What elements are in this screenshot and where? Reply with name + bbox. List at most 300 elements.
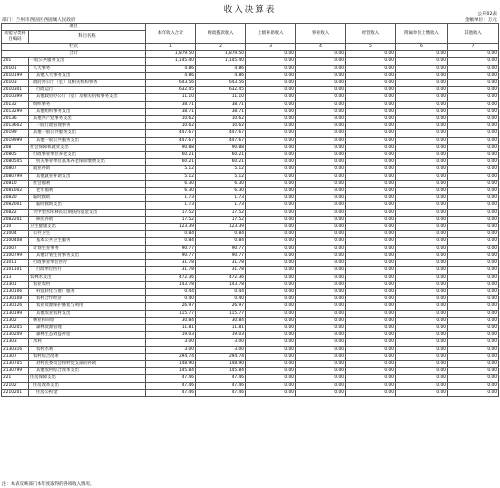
row-value: 0.00 (296, 375, 346, 382)
row-value: 0.00 (246, 231, 296, 238)
table-row (2, 80, 499, 87)
row-name: 行政事业单位养老支出 (29, 152, 146, 159)
table-row (2, 216, 499, 223)
row-name: 就业补助 (29, 166, 146, 173)
col-header-total: 本年收入合计 (146, 24, 196, 44)
row-name: 组织事务 (29, 101, 146, 108)
table-row (2, 173, 499, 180)
row-name: 住房保障支出 (29, 375, 146, 382)
total-row (2, 51, 499, 58)
row-value: 0.00 (396, 339, 448, 346)
row-value: 38.71 (196, 108, 246, 115)
row-name: 行政运行 (29, 87, 146, 94)
row-value: 26.97 (196, 303, 246, 310)
row-value: 17.52 (196, 216, 246, 223)
row-code: 2019999 (2, 137, 29, 144)
row-value: 0.00 (296, 267, 346, 274)
row-value: 0.00 (296, 346, 346, 353)
row-value: 0.00 (246, 281, 296, 288)
total-value: 1,879.50 (196, 51, 246, 58)
table-row (2, 339, 499, 346)
row-value: 1.73 (196, 202, 246, 209)
row-value: 0.00 (396, 252, 448, 259)
row-code: 2130126 (2, 303, 29, 310)
row-value: 38.71 (146, 101, 196, 108)
row-value: 0.00 (296, 296, 346, 303)
row-value: 0.00 (396, 72, 448, 79)
row-name: 对村民委员会和村党支部的补助 (29, 360, 146, 367)
row-value: 0.00 (246, 180, 296, 187)
row-value: 0.00 (246, 216, 296, 223)
col-number: 2 (196, 44, 246, 51)
row-name: 临时救助支出 (29, 202, 146, 209)
row-value: 0.00 (448, 216, 499, 223)
table-row (2, 58, 499, 65)
row-value: 0.00 (346, 137, 396, 144)
table-row (2, 360, 499, 367)
table-row (2, 252, 499, 259)
row-value: 10.62 (196, 123, 246, 130)
row-value: 17.52 (146, 216, 196, 223)
row-value: 31.78 (196, 260, 246, 267)
row-value: 0.00 (246, 382, 296, 389)
item-group-header: 项目 (2, 24, 146, 31)
row-value: 0.00 (246, 101, 296, 108)
row-value: 0.00 (246, 152, 296, 159)
row-name: 其他一般公共服务支出 (29, 137, 146, 144)
row-value: 0.00 (346, 252, 396, 259)
row-value: 0.00 (346, 303, 396, 310)
row-code: 2010199 (2, 72, 29, 79)
table-row (2, 101, 499, 108)
row-value: 0.00 (296, 238, 346, 245)
row-code: 20807 (2, 166, 29, 173)
row-value: 0.00 (448, 339, 499, 346)
row-value: 143.78 (196, 281, 246, 288)
row-value: 0.00 (246, 94, 296, 101)
table-row (2, 166, 499, 173)
row-value: 0.00 (246, 224, 296, 231)
row-name: 卫生健康支出 (29, 224, 146, 231)
table-row (2, 144, 499, 151)
row-value: 0.00 (396, 231, 448, 238)
row-name: 农村综合改革 (29, 353, 146, 360)
table-row (2, 310, 499, 317)
table-row (2, 317, 499, 324)
row-value: 0.00 (246, 159, 296, 166)
row-value: 0.00 (448, 80, 499, 87)
row-value: 0.00 (296, 216, 346, 223)
row-value: 0.00 (346, 94, 396, 101)
row-value: 0.00 (448, 101, 499, 108)
row-value: 10.62 (146, 116, 196, 123)
row-value: 0.00 (296, 317, 346, 324)
row-value: 0.00 (396, 274, 448, 281)
total-value: 0.00 (448, 51, 499, 58)
row-code: 213 (2, 274, 29, 281)
row-value: 0.00 (296, 202, 346, 209)
row-value: 47.46 (146, 382, 196, 389)
row-code: 21011 (2, 260, 29, 267)
row-name: 人大事务 (29, 65, 146, 72)
row-code: 2130799 (2, 368, 29, 375)
row-value: 0.00 (396, 137, 448, 144)
row-value: 0.00 (346, 375, 396, 382)
row-value: 0.00 (396, 288, 448, 295)
row-value: 0.00 (346, 195, 396, 202)
row-value: 11.10 (196, 94, 246, 101)
row-code: 2013299 (2, 108, 29, 115)
row-value: 0.00 (396, 224, 448, 231)
col-number: 7 (448, 44, 499, 51)
row-value: 0.00 (246, 116, 296, 123)
row-value: 0.00 (448, 166, 499, 173)
row-value: 0.00 (296, 180, 346, 187)
row-code: 20136 (2, 116, 29, 123)
row-value: 0.00 (346, 310, 396, 317)
row-value: 0.00 (346, 224, 396, 231)
row-value: 0.00 (296, 137, 346, 144)
row-value: 0.00 (346, 65, 396, 72)
amount-unit-label: 金额单位：万元 (464, 18, 497, 23)
row-code: 2130199 (2, 310, 29, 317)
row-value: 47.46 (196, 382, 246, 389)
table-row (2, 224, 499, 231)
row-value: 0.00 (346, 173, 396, 180)
row-value: 0.00 (246, 310, 296, 317)
row-code: 210 (2, 224, 29, 231)
row-value: 0.44 (146, 288, 196, 295)
row-value: 0.00 (396, 353, 448, 360)
row-value: 0.00 (448, 360, 499, 367)
row-value: 0.84 (146, 238, 196, 245)
table-row (2, 332, 499, 339)
row-value: 0.00 (448, 260, 499, 267)
row-value: 0.00 (396, 332, 448, 339)
row-value: 0.00 (346, 209, 396, 216)
table-row (2, 281, 499, 288)
row-value: 0.00 (448, 137, 499, 144)
total-label: 合计 (2, 51, 146, 58)
row-value: 0.00 (448, 195, 499, 202)
row-name: 其他就业补助支出 (29, 173, 146, 180)
row-value: 0.00 (296, 87, 346, 94)
row-value: 0.00 (448, 209, 499, 216)
table-row (2, 231, 499, 238)
row-code: 2130209 (2, 332, 29, 339)
header-row-group (2, 24, 499, 31)
row-value: 47.46 (196, 375, 246, 382)
row-value: 0.00 (448, 123, 499, 130)
row-value: 4.86 (146, 65, 196, 72)
row-value: 0.00 (296, 288, 346, 295)
row-value: 0.00 (346, 159, 396, 166)
row-label: 栏次 (2, 44, 146, 51)
row-name: 其他政府办公厅（室）及相关机构事务支出 (29, 94, 146, 101)
row-value: 0.00 (396, 281, 448, 288)
row-name: 临时救助 (29, 195, 146, 202)
row-value: 11.81 (196, 324, 246, 331)
row-value: 632.45 (146, 87, 196, 94)
row-value: 0.00 (246, 274, 296, 281)
total-value: 0.00 (296, 51, 346, 58)
row-value: 0.00 (296, 231, 346, 238)
row-value: 472.36 (146, 274, 196, 281)
row-value: 0.00 (296, 65, 346, 72)
row-value: 0.00 (396, 108, 448, 115)
row-value: 0.00 (296, 368, 346, 375)
row-value: 294.74 (146, 353, 196, 360)
row-value: 3.00 (146, 339, 196, 346)
row-value: 31.78 (196, 267, 246, 274)
row-name: 农林水支出 (29, 274, 146, 281)
row-value: 0.00 (396, 195, 448, 202)
row-value: 0.00 (448, 288, 499, 295)
table-row (2, 94, 499, 101)
row-value: 145.84 (196, 368, 246, 375)
row-value: 0.00 (346, 130, 396, 137)
row-value: 60.21 (196, 159, 246, 166)
row-code: 2013602 (2, 123, 29, 130)
row-code: 221 (2, 375, 29, 382)
row-value: 0.00 (246, 166, 296, 173)
row-value: 1.73 (146, 195, 196, 202)
row-value: 17.52 (146, 209, 196, 216)
row-value: 0.00 (448, 188, 499, 195)
row-value: 0.00 (246, 375, 296, 382)
row-value: 0.00 (346, 353, 396, 360)
row-value: 90.77 (196, 245, 246, 252)
table-row (2, 260, 499, 267)
row-value: 0.00 (448, 389, 499, 396)
col-header-business: 事业收入 (296, 24, 346, 44)
row-code: 2130108 (2, 296, 29, 303)
row-value: 11.81 (146, 324, 196, 331)
row-value: 0.00 (448, 224, 499, 231)
row-value: 0.00 (396, 245, 448, 252)
row-value: 643.56 (146, 80, 196, 87)
row-value: 0.00 (448, 245, 499, 252)
row-value: 5.12 (146, 166, 196, 173)
row-value: 0.00 (448, 310, 499, 317)
table-row (2, 152, 499, 159)
row-value: 10.62 (146, 123, 196, 130)
row-value: 0.40 (146, 296, 196, 303)
row-value: 4.86 (196, 65, 246, 72)
col-number: 5 (346, 44, 396, 51)
row-code: 2080799 (2, 173, 29, 180)
row-value: 0.00 (448, 159, 499, 166)
row-name: 森林资源管理 (29, 324, 146, 331)
row-value: 3.00 (146, 346, 196, 353)
row-value: 11.10 (146, 94, 196, 101)
table-row (2, 137, 499, 144)
row-value: 0.00 (396, 238, 448, 245)
table-row (2, 123, 499, 130)
row-value: 0.00 (346, 339, 396, 346)
table-row (2, 382, 499, 389)
row-value: 0.00 (246, 65, 296, 72)
row-value: 115.77 (146, 310, 196, 317)
row-value: 0.00 (396, 324, 448, 331)
table-row (2, 267, 499, 274)
row-value: 0.00 (296, 188, 346, 195)
row-value: 0.00 (296, 123, 346, 130)
row-value: 0.00 (296, 252, 346, 259)
row-value: 60.21 (196, 152, 246, 159)
row-value: 0.00 (396, 346, 448, 353)
row-value: 123.39 (196, 224, 246, 231)
row-value: 0.00 (346, 202, 396, 209)
row-value: 0.00 (346, 281, 396, 288)
row-value: 90.77 (146, 245, 196, 252)
table-row (2, 353, 499, 360)
row-name: 农业农村 (29, 281, 146, 288)
row-value: 0.00 (346, 288, 396, 295)
name-col-header: 科目名称 (29, 31, 146, 44)
row-value: 0.00 (296, 101, 346, 108)
table-row (2, 116, 499, 123)
row-value: 0.00 (448, 231, 499, 238)
row-value: 0.00 (396, 360, 448, 367)
row-value: 0.00 (246, 144, 296, 151)
row-value: 38.71 (196, 101, 246, 108)
row-value: 0.00 (396, 317, 448, 324)
row-name: 其他农业农村支出 (29, 310, 146, 317)
row-value: 0.00 (346, 296, 396, 303)
row-code: 2010399 (2, 94, 29, 101)
table-row (2, 209, 499, 216)
row-value: 0.00 (246, 339, 296, 346)
row-name: 公共卫生 (29, 231, 146, 238)
row-name: 其他农村综合改革支出 (29, 368, 146, 375)
row-value: 10.62 (196, 116, 246, 123)
row-value: 0.00 (448, 94, 499, 101)
col-header-superior: 上级补助收入 (246, 24, 296, 44)
row-value: 0.00 (396, 375, 448, 382)
table-row (2, 238, 499, 245)
row-value: 0.00 (296, 195, 346, 202)
row-name: 一般公共服务支出 (29, 58, 146, 65)
income-table (1, 23, 499, 397)
row-value: 0.00 (246, 360, 296, 367)
row-code: 2100408 (2, 238, 29, 245)
row-value: 0.00 (448, 346, 499, 353)
row-value: 0.00 (296, 130, 346, 137)
table-row (2, 159, 499, 166)
col-number: 6 (396, 44, 448, 51)
row-value: 3.00 (196, 339, 246, 346)
row-value: 0.00 (296, 224, 346, 231)
row-value: 0.00 (396, 58, 448, 65)
row-value: 0.00 (296, 332, 346, 339)
row-code: 2081002 (2, 188, 29, 195)
row-value: 26.97 (146, 303, 196, 310)
row-name: 政府办公厅（室）及相关机构事务 (29, 80, 146, 87)
row-value: 90.77 (196, 252, 246, 259)
row-value: 0.00 (396, 310, 448, 317)
row-value: 60.21 (146, 159, 196, 166)
row-value: 0.00 (346, 389, 396, 396)
row-code: 20822 (2, 209, 29, 216)
row-value: 0.00 (448, 252, 499, 259)
row-code: 21007 (2, 245, 29, 252)
row-value: 0.00 (246, 80, 296, 87)
row-value: 0.00 (346, 332, 396, 339)
row-value: 0.00 (346, 72, 396, 79)
row-value: 0.00 (246, 324, 296, 331)
row-value: 0.00 (346, 144, 396, 151)
row-code: 2130205 (2, 324, 29, 331)
total-value: 1,879.50 (146, 51, 196, 58)
total-value: 0.00 (346, 51, 396, 58)
row-value: 0.00 (346, 274, 396, 281)
row-value: 0.00 (346, 324, 396, 331)
row-value: 0.00 (246, 267, 296, 274)
row-value: 0.00 (346, 231, 396, 238)
form-number: 公开02表 (477, 12, 497, 17)
row-code: 20103 (2, 80, 29, 87)
row-value: 0.00 (396, 296, 448, 303)
row-value: 0.84 (146, 231, 196, 238)
row-value: 0.00 (448, 324, 499, 331)
row-name: 农业资源保护修复与利用 (29, 303, 146, 310)
row-value: 0.84 (196, 231, 246, 238)
table-row (2, 202, 499, 209)
row-code: 21303 (2, 339, 29, 346)
table-row (2, 303, 499, 310)
table-title: 收入决算表 (223, 5, 277, 15)
row-value: 0.00 (346, 188, 396, 195)
row-name: 其他一般公共服务支出 (29, 130, 146, 137)
row-name: 一般行政管理事务 (29, 123, 146, 130)
row-value: 0.00 (296, 209, 346, 216)
row-value: 0.00 (396, 368, 448, 375)
row-code: 21307 (2, 353, 29, 360)
row-value: 0.00 (246, 317, 296, 324)
row-value: 47.46 (196, 389, 246, 396)
row-value: 0.00 (346, 360, 396, 367)
row-code: 2101101 (2, 267, 29, 274)
row-name: 计划生育事务 (29, 245, 146, 252)
row-name: 大中型水库移民后期扶持基金支出 (29, 209, 146, 216)
row-value: 0.00 (396, 130, 448, 137)
row-value: 0.00 (396, 209, 448, 216)
row-value: 472.36 (196, 274, 246, 281)
row-value: 0.00 (448, 173, 499, 180)
row-value: 0.00 (246, 188, 296, 195)
row-code: 21301 (2, 281, 29, 288)
table-row (2, 274, 499, 281)
col-number: 4 (296, 44, 346, 51)
row-value: 0.00 (346, 317, 396, 324)
row-value: 0.00 (246, 202, 296, 209)
row-value: 6.30 (196, 188, 246, 195)
row-code: 2082201 (2, 216, 29, 223)
row-value: 0.00 (448, 317, 499, 324)
row-value: 0.00 (448, 353, 499, 360)
row-value: 6.30 (146, 180, 196, 187)
row-value: 0.00 (346, 238, 396, 245)
row-value: 17.52 (196, 209, 246, 216)
table-row (2, 130, 499, 137)
row-code: 208 (2, 144, 29, 151)
row-value: 0.00 (346, 267, 396, 274)
row-value: 0.00 (396, 188, 448, 195)
row-value: 1,145.40 (196, 58, 246, 65)
row-code: 20805 (2, 152, 29, 159)
row-value: 0.00 (246, 58, 296, 65)
